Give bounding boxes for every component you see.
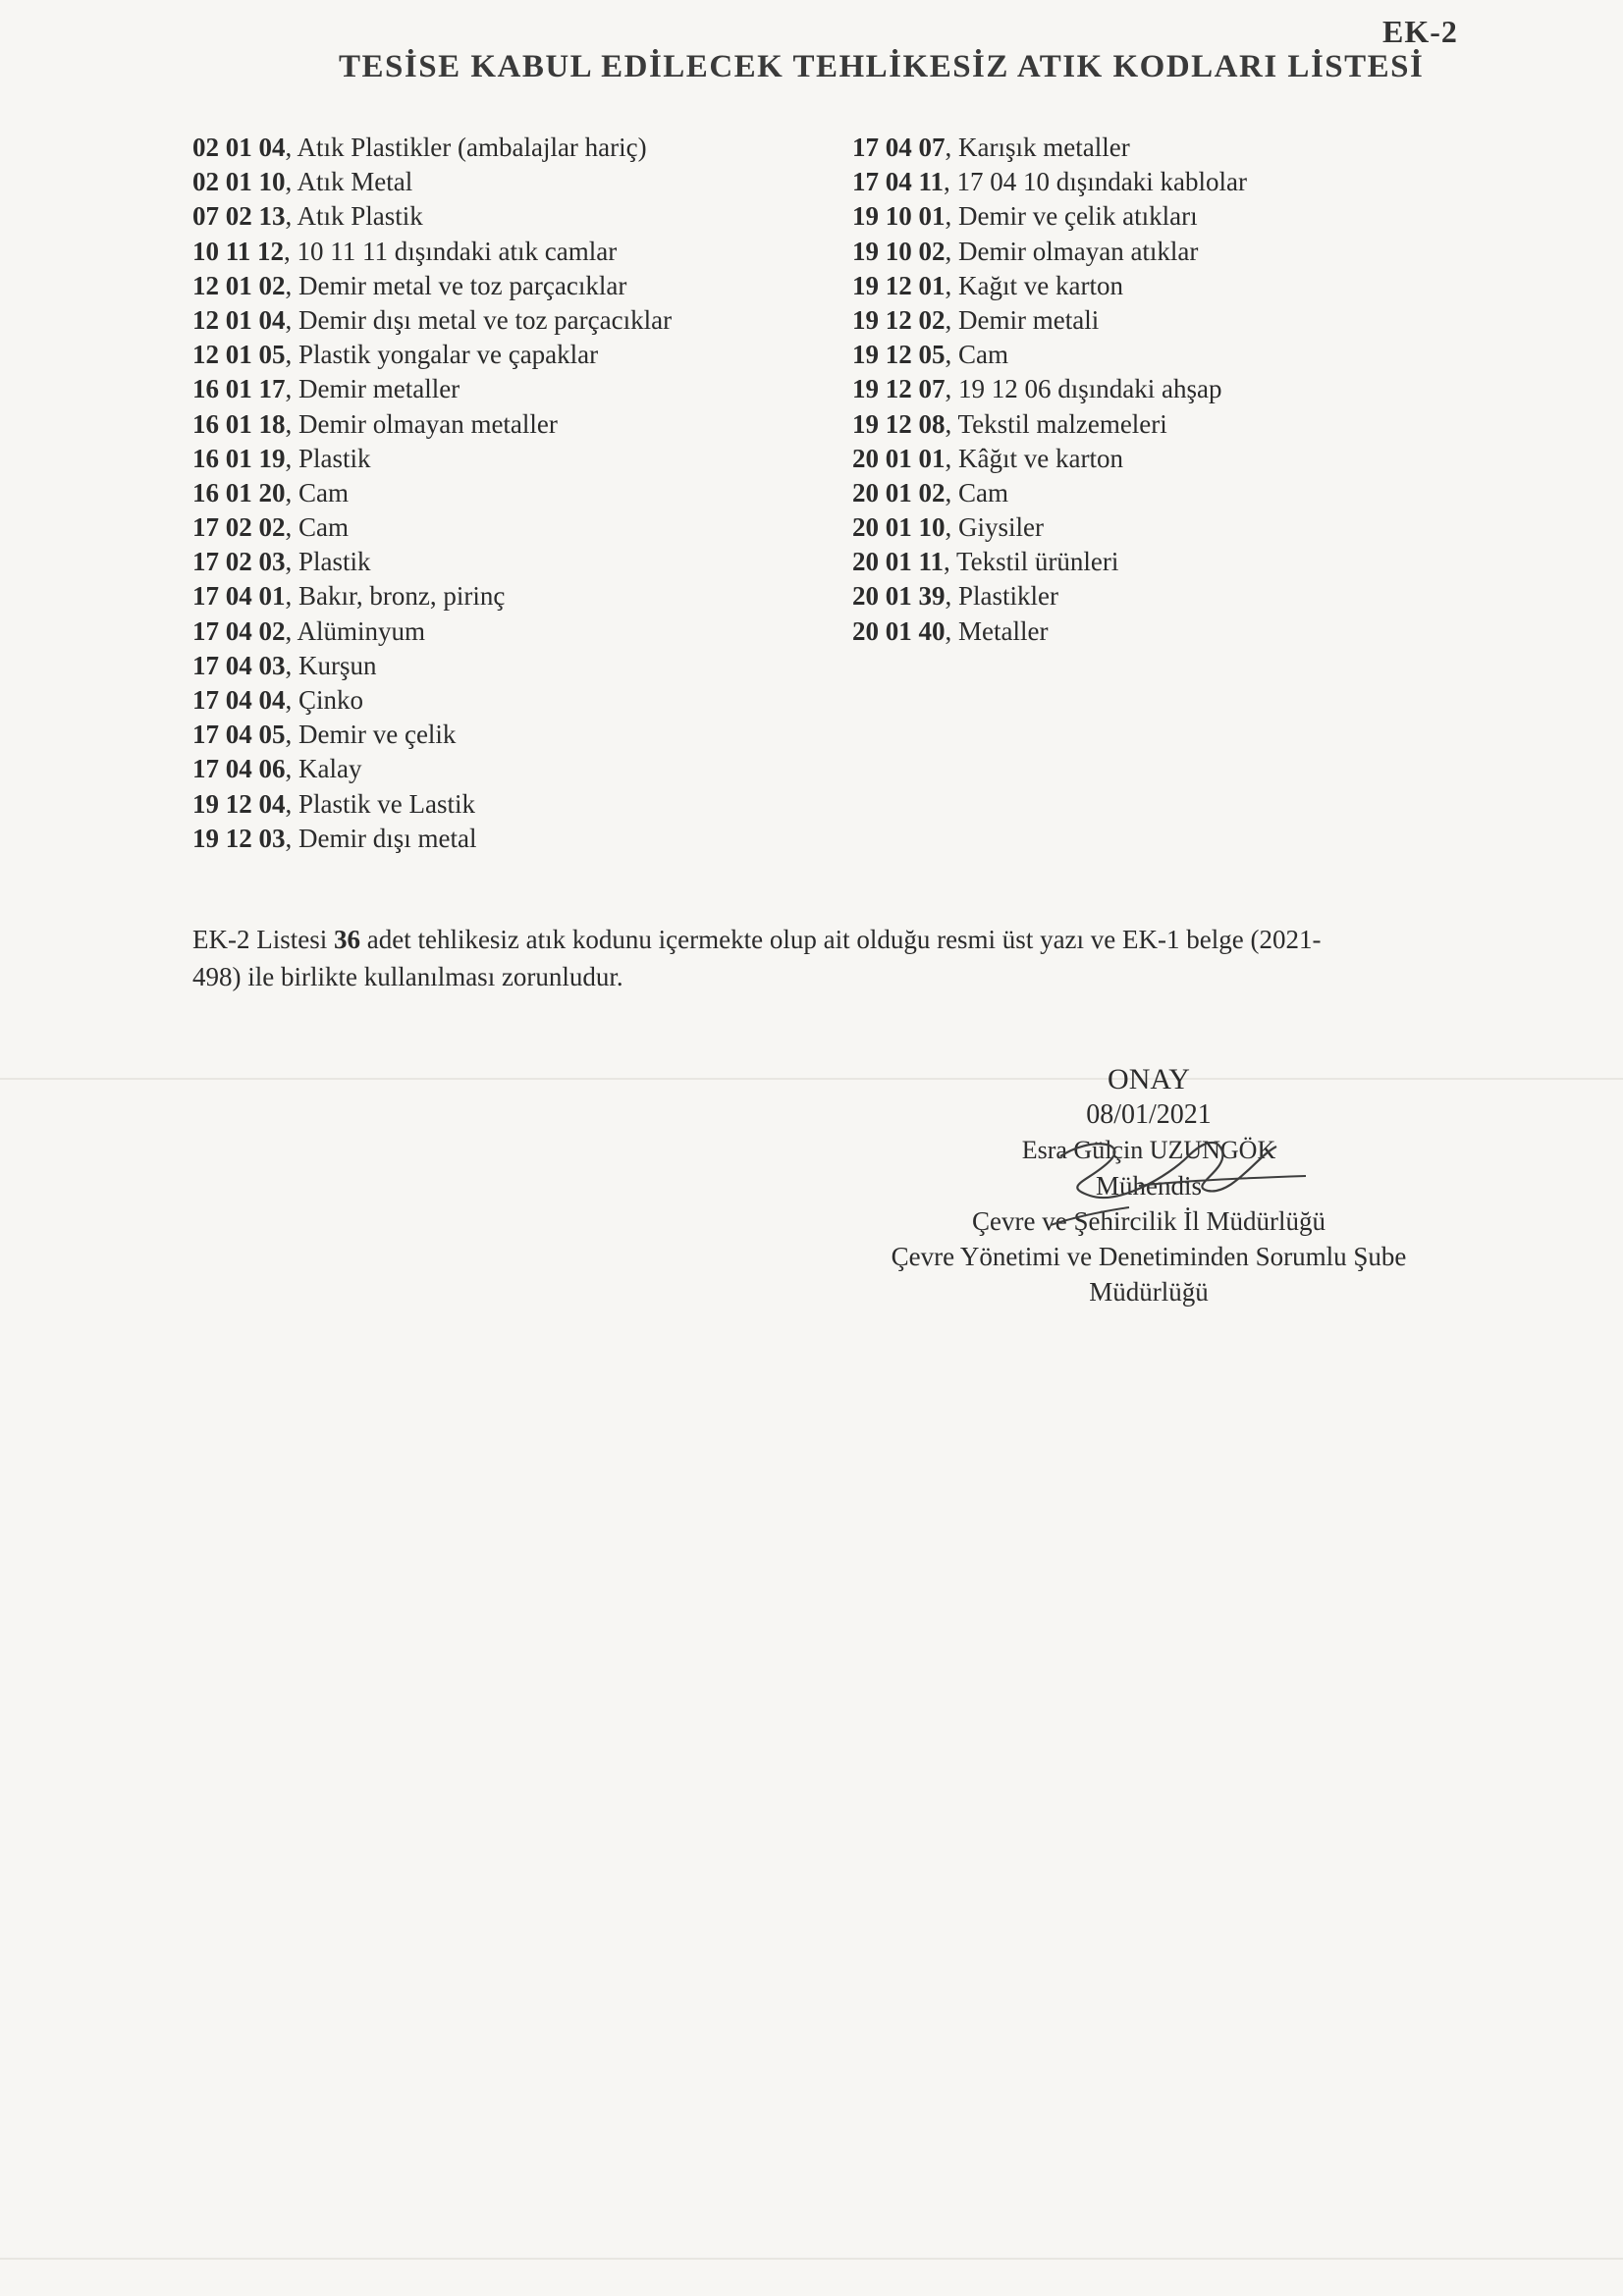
- waste-description: , Demir dışı metal ve toz parçacıklar: [285, 304, 673, 335]
- waste-description: , Kâğıt ve karton: [945, 443, 1123, 473]
- waste-code-item: [192, 199, 672, 234]
- waste-code: 12 01 02: [192, 270, 286, 300]
- waste-description: , Atık Metal: [285, 167, 413, 197]
- approval-block: [844, 1062, 1453, 1309]
- waste-code: 12 01 04: [192, 304, 286, 335]
- waste-code-item: [192, 510, 672, 545]
- waste-code-item: [192, 752, 672, 786]
- waste-description: , Cam: [945, 340, 1008, 370]
- waste-code-item: [192, 442, 672, 476]
- waste-code-item: [192, 683, 672, 718]
- waste-code: 16 01 19: [192, 443, 286, 473]
- waste-code: 20 01 01: [852, 443, 946, 473]
- approval-date: 08/01/2021: [1086, 1099, 1212, 1130]
- waste-code-item: [192, 545, 672, 579]
- approver-org-line1: Çevre ve Şehircilik İl Müdürlüğü: [972, 1206, 1325, 1236]
- waste-code-item: [192, 787, 672, 822]
- waste-code: 19 12 03: [192, 823, 286, 853]
- waste-code: 19 12 04: [192, 788, 286, 819]
- waste-description: , 19 12 06 dışındaki ahşap: [945, 374, 1222, 404]
- waste-description: , Cam: [945, 477, 1008, 507]
- waste-code: 17 04 03: [192, 650, 286, 680]
- waste-code-item: [192, 614, 672, 649]
- waste-description: , Çinko: [285, 685, 364, 715]
- waste-description: , Tekstil malzemeleri: [945, 408, 1167, 439]
- waste-code-item: [192, 165, 672, 199]
- waste-code-list-right: [852, 131, 1247, 649]
- note-prefix: EK-2 Listesi: [192, 925, 334, 954]
- waste-code: 19 12 08: [852, 408, 946, 439]
- waste-description: , Plastik: [285, 547, 371, 577]
- note-count: 36: [333, 925, 360, 954]
- waste-description: , Metaller: [945, 615, 1049, 646]
- waste-description: , Demir dışı metal: [285, 823, 477, 853]
- waste-code-item: [852, 545, 1247, 579]
- waste-code: 20 01 02: [852, 477, 946, 507]
- waste-description: , 17 04 10 dışındaki kablolar: [944, 167, 1247, 197]
- waste-code-item: [192, 476, 672, 510]
- waste-code: 07 02 13: [192, 201, 286, 232]
- waste-description: , Demir metaller: [285, 374, 460, 404]
- waste-description: , Cam: [285, 512, 349, 543]
- waste-description: , Demir metal ve toz parçacıklar: [285, 270, 627, 300]
- waste-code-item: [192, 131, 672, 165]
- waste-code-item: [852, 614, 1247, 649]
- waste-description: , Demir olmayan atıklar: [945, 236, 1199, 266]
- waste-code-item: [192, 649, 672, 683]
- waste-code: 19 12 02: [852, 304, 946, 335]
- waste-code-item: [852, 407, 1247, 442]
- waste-description: , Demir ve çelik: [285, 720, 457, 750]
- waste-code: 19 10 02: [852, 236, 946, 266]
- waste-description: , Atık Plastik: [285, 201, 423, 232]
- waste-code: 17 04 06: [192, 754, 286, 784]
- waste-code-item: [852, 235, 1247, 269]
- waste-code-item: [852, 303, 1247, 338]
- waste-code-item: [852, 131, 1247, 165]
- waste-code-item: [192, 235, 672, 269]
- waste-code: 12 01 05: [192, 340, 286, 370]
- note-suffix-line2: 498) ile birlikte kullanılması zorunludur.: [192, 962, 623, 991]
- waste-description: , Kağıt ve karton: [945, 270, 1123, 300]
- waste-description: , Giysiler: [945, 512, 1044, 543]
- waste-code: 19 10 01: [852, 201, 946, 232]
- waste-code-item: [852, 199, 1247, 234]
- waste-code: 19 12 07: [852, 374, 946, 404]
- approver-org-line3: Müdürlüğü: [1089, 1277, 1209, 1307]
- waste-code: 17 04 01: [192, 581, 286, 612]
- waste-code: 10 11 12: [192, 236, 285, 266]
- waste-description: , Plastik yongalar ve çapaklar: [285, 340, 599, 370]
- annex-reference: EK-2: [1382, 14, 1458, 49]
- document-title: TESİSE KABUL EDİLECEK TEHLİKESİZ ATIK KODLARI LİSTESİ: [339, 49, 1425, 84]
- waste-code: 20 01 39: [852, 581, 946, 612]
- waste-description: , Atık Plastikler (ambalajlar hariç): [285, 133, 647, 162]
- waste-description: , Demir metali: [945, 304, 1100, 335]
- waste-code-item: [192, 579, 672, 614]
- approver-org-line2: Çevre Yönetimi ve Denetiminden Sorumlu Şube: [891, 1242, 1407, 1271]
- waste-code-item: [192, 407, 672, 442]
- waste-code-item: [852, 165, 1247, 199]
- waste-code: 20 01 40: [852, 615, 946, 646]
- waste-code-item: [192, 338, 672, 372]
- waste-description: , Bakır, bronz, pirinç: [285, 581, 506, 612]
- waste-code: 17 04 02: [192, 615, 286, 646]
- waste-description: , Demir ve çelik atıkları: [945, 201, 1198, 232]
- waste-code-item: [192, 718, 672, 752]
- waste-code: 16 01 17: [192, 374, 286, 404]
- waste-code: 17 02 02: [192, 512, 286, 543]
- approver-name: Esra Gülçin UZUNGÖK: [1021, 1136, 1276, 1164]
- waste-code: 19 12 05: [852, 340, 946, 370]
- waste-code-item: [852, 269, 1247, 303]
- waste-code: 16 01 20: [192, 477, 286, 507]
- waste-code: 16 01 18: [192, 408, 286, 439]
- waste-code-item: [852, 510, 1247, 545]
- waste-description: , Plastik: [285, 443, 371, 473]
- waste-code: 17 04 04: [192, 685, 286, 715]
- waste-code: 17 02 03: [192, 547, 286, 577]
- waste-code: 17 04 11: [852, 167, 945, 197]
- waste-code: 17 04 07: [852, 133, 946, 162]
- waste-code-item: [852, 579, 1247, 614]
- waste-description: , Cam: [285, 477, 349, 507]
- waste-code-item: [192, 269, 672, 303]
- approver-title: Mühendis: [1096, 1171, 1202, 1201]
- waste-description: , Demir olmayan metaller: [285, 408, 558, 439]
- waste-description: , Alüminyum: [285, 615, 426, 646]
- waste-description: , Tekstil ürünleri: [944, 547, 1119, 577]
- waste-code: 20 01 11: [852, 547, 945, 577]
- waste-code-item: [852, 476, 1247, 510]
- waste-description: , Plastik ve Lastik: [285, 788, 475, 819]
- waste-code: 20 01 10: [852, 512, 946, 543]
- waste-code-list-left: [192, 131, 672, 856]
- waste-code-item: [192, 303, 672, 338]
- waste-code: 17 04 05: [192, 720, 286, 750]
- waste-code-item: [852, 442, 1247, 476]
- waste-code-item: [852, 372, 1247, 406]
- waste-code: 19 12 01: [852, 270, 946, 300]
- waste-code: 02 01 10: [192, 167, 286, 197]
- waste-description: , Karışık metaller: [945, 133, 1130, 162]
- waste-description: , Plastikler: [945, 581, 1058, 612]
- list-note: [192, 921, 1469, 995]
- scan-artifact-line: [0, 2258, 1623, 2260]
- waste-code-item: [852, 338, 1247, 372]
- waste-description: , 10 11 11 dışındaki atık camlar: [284, 236, 618, 266]
- waste-code-item: [192, 822, 672, 856]
- approval-label: ONAY: [1108, 1063, 1190, 1095]
- note-suffix-line1: adet tehlikesiz atık kodunu içermekte olup ait olduğu resmi üst yazı ve EK-1 belge (2021-: [359, 925, 1322, 954]
- waste-description: , Kalay: [285, 754, 362, 784]
- waste-code-item: [192, 372, 672, 406]
- waste-description: , Kurşun: [285, 650, 377, 680]
- waste-code: 02 01 04: [192, 133, 286, 162]
